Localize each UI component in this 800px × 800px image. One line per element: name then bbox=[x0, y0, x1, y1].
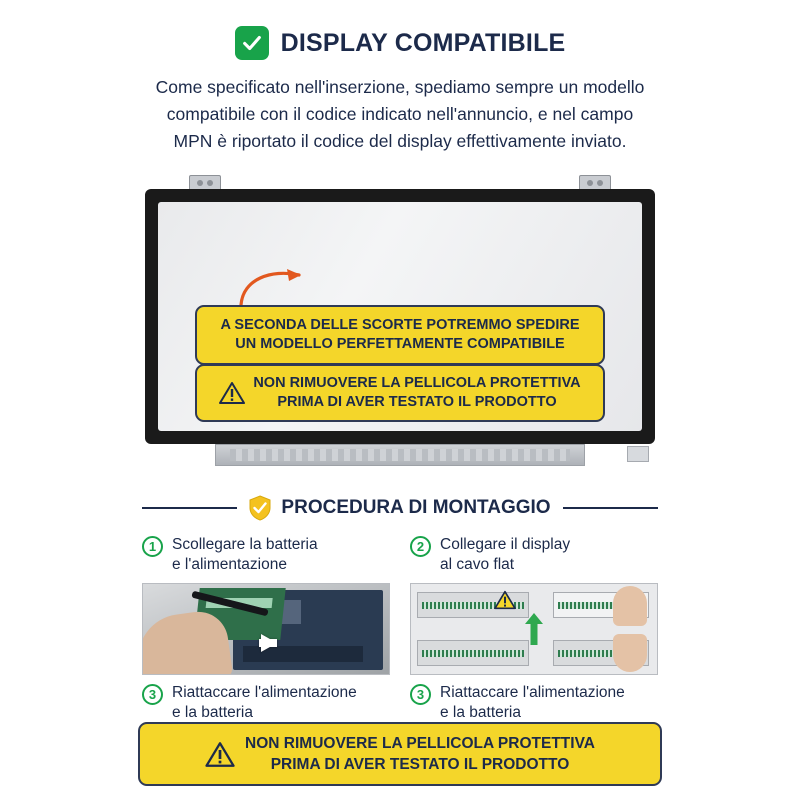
step-line2: e l'alimentazione bbox=[172, 556, 287, 573]
divider-left bbox=[142, 507, 237, 509]
film-warning-line1: NON RIMUOVERE LA PELLICOLA PROTETTIVA bbox=[253, 375, 581, 391]
intro-paragraph: Come specificato nell'inserzione, spediamo sempre un modello compatibile con il codice indicato nell'annuncio, e nel campo MPN è riportato il codice del display effettivamente inviato. bbox=[155, 77, 645, 151]
warning-triangle-icon bbox=[494, 590, 516, 610]
display-panel-illustration bbox=[145, 173, 655, 473]
pointer-arrow-icon bbox=[261, 634, 277, 652]
procedure-title: PROCEDURA DI MONTAGGIO bbox=[281, 497, 551, 518]
step-3-left bbox=[142, 683, 390, 723]
step-number: 3 bbox=[410, 684, 431, 705]
footer-warning-text bbox=[245, 733, 595, 775]
step-line2: al cavo flat bbox=[440, 556, 515, 573]
step-line2: e la batteria bbox=[172, 704, 253, 721]
footer-warning-banner bbox=[138, 722, 662, 786]
step-number: 3 bbox=[142, 684, 163, 705]
step-line1: Riattaccare l'alimentazione bbox=[172, 684, 357, 701]
step-3-right bbox=[410, 683, 658, 723]
procedure-header bbox=[142, 495, 658, 521]
header bbox=[124, 0, 676, 60]
divider-right bbox=[563, 507, 658, 509]
step-2-photo bbox=[410, 583, 658, 675]
up-arrow-icon bbox=[525, 613, 543, 645]
warning-triangle-icon bbox=[219, 381, 245, 405]
page-title: DISPLAY COMPATIBILE bbox=[280, 28, 566, 57]
warning-triangle-icon bbox=[205, 741, 235, 768]
step-line1: Riattaccare l'alimentazione bbox=[440, 684, 625, 701]
compatibility-notice-line1: A SECONDA DELLE SCORTE POTREMMO SPEDIRE bbox=[220, 317, 580, 333]
step-text bbox=[440, 535, 570, 575]
film-warning-line2: PRIMA DI AVER TESTATO IL PRODOTTO bbox=[277, 394, 557, 410]
finger-shape-top bbox=[613, 586, 647, 626]
step-1 bbox=[142, 535, 390, 575]
panel-bottom-strip bbox=[215, 444, 585, 466]
step-text bbox=[172, 535, 318, 575]
shield-icon bbox=[249, 495, 271, 521]
step-text bbox=[172, 683, 357, 723]
step-text bbox=[440, 683, 625, 723]
step-2 bbox=[410, 535, 658, 575]
check-badge-icon bbox=[235, 26, 269, 60]
footer-line2: PRIMA DI AVER TESTATO IL PRODOTTO bbox=[270, 756, 570, 773]
content-column bbox=[124, 0, 676, 800]
film-warning-box bbox=[195, 364, 605, 422]
connector-bottom-left bbox=[417, 640, 529, 666]
procedure-title-group bbox=[249, 495, 550, 521]
footer-line1: NON RIMUOVERE LA PELLICOLA PROTETTIVA bbox=[245, 735, 595, 752]
curved-arrow-icon bbox=[237, 265, 307, 307]
step-line1: Collegare il display bbox=[440, 536, 571, 553]
step-1-photo bbox=[142, 583, 390, 675]
finger-shape-bottom bbox=[613, 634, 647, 672]
step-number: 1 bbox=[142, 536, 163, 557]
step-line2: e la batteria bbox=[440, 704, 521, 721]
compatibility-notice-box bbox=[195, 305, 605, 365]
procedure-steps bbox=[142, 535, 658, 723]
step-number: 2 bbox=[410, 536, 431, 557]
compatibility-notice-line2: UN MODELLO PERFETTAMENTE COMPATIBILE bbox=[235, 336, 565, 352]
panel-side-tab bbox=[627, 446, 649, 462]
step-line1: Scollegare la batteria bbox=[172, 536, 318, 553]
